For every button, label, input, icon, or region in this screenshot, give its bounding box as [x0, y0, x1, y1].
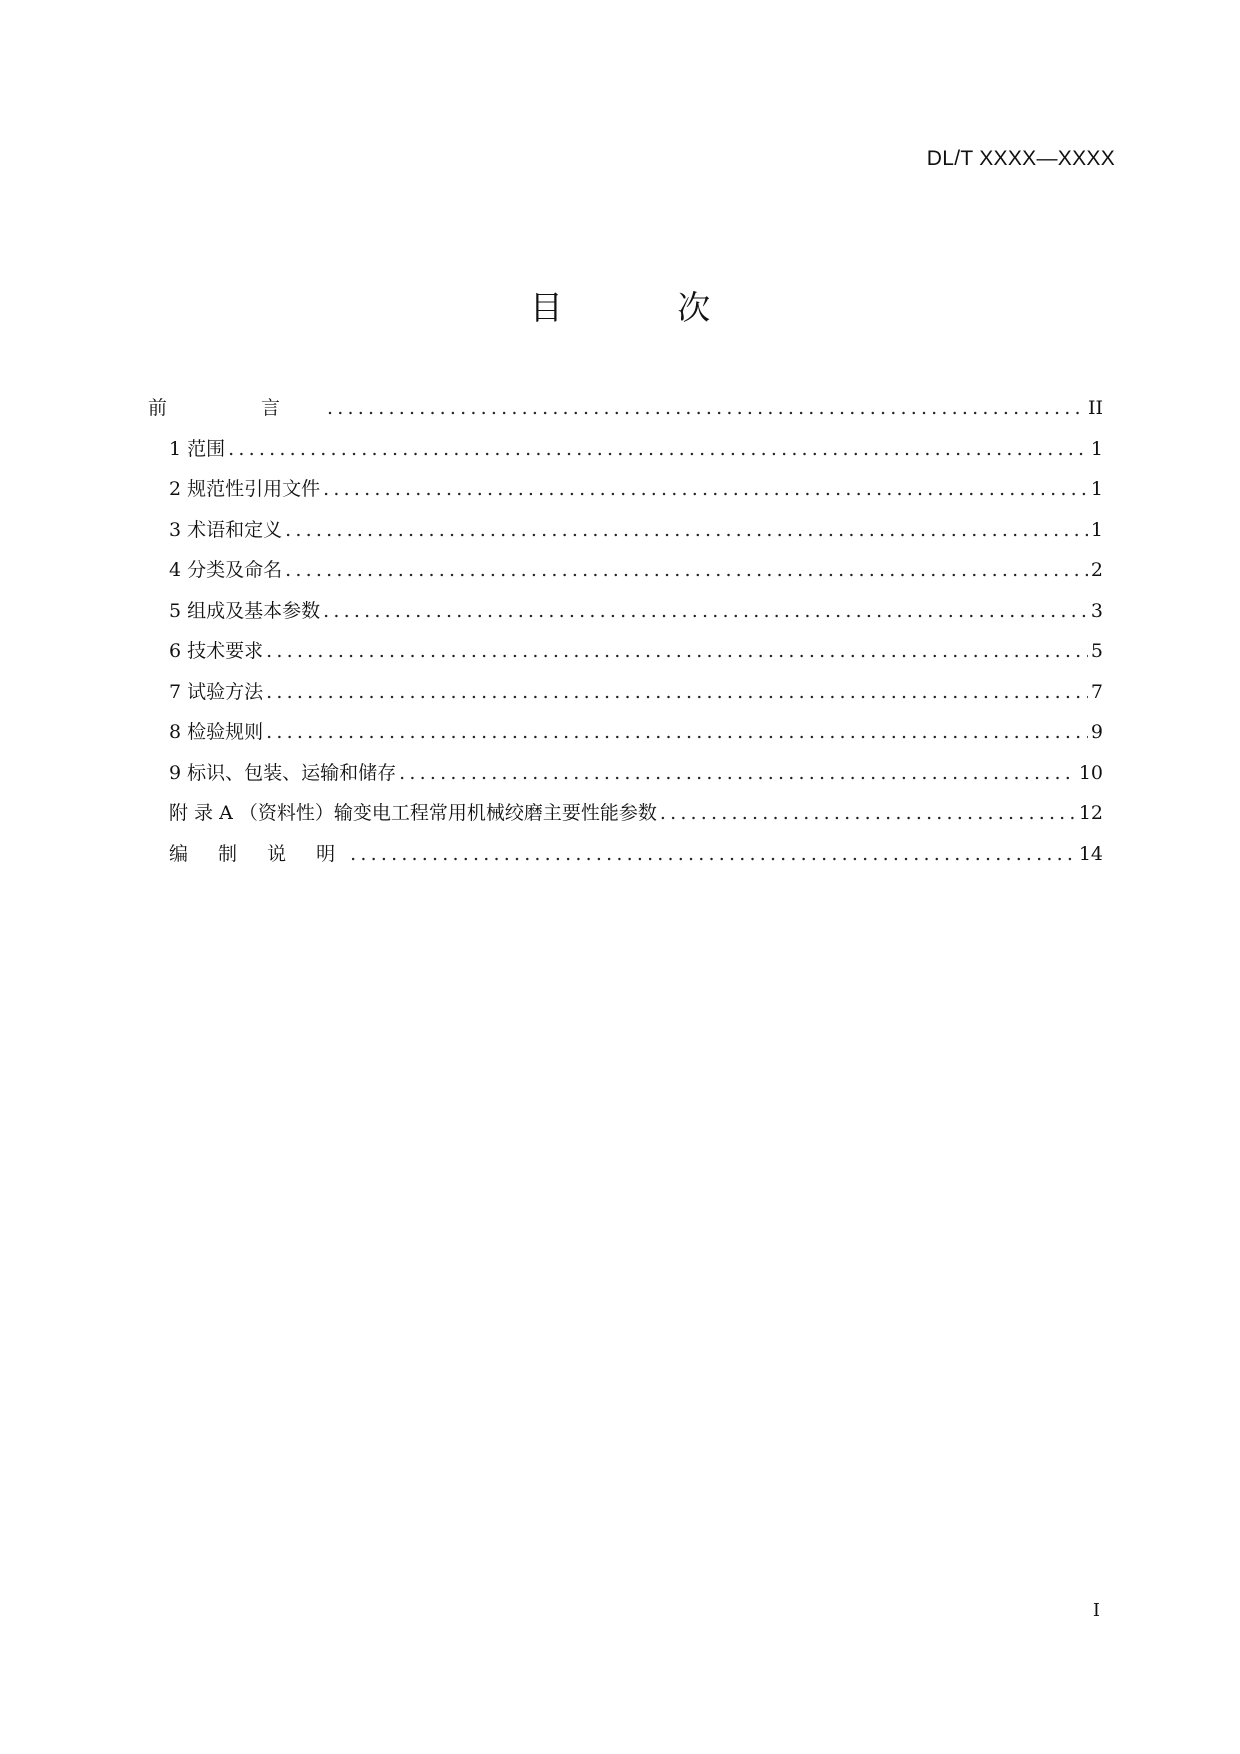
toc-entry-label: 4 分类及命名: [169, 559, 283, 581]
toc-entry-scope[interactable]: [148, 437, 1103, 478]
toc-entry-page: 9: [1090, 721, 1103, 743]
toc-leader-dots: [660, 801, 1076, 825]
toc-entry-composition-parameters[interactable]: [148, 599, 1103, 640]
toc-title: 目 次: [529, 288, 763, 327]
toc-entry-classification[interactable]: [148, 558, 1103, 599]
toc-entry-page: 5: [1090, 640, 1103, 662]
toc-entry-page: 1: [1090, 478, 1103, 500]
toc-entry-inspection-rules[interactable]: [148, 720, 1103, 761]
toc-leader-dots: [266, 680, 1088, 704]
toc-entry-marking-packaging[interactable]: [148, 761, 1103, 802]
toc-entry-test-methods[interactable]: [148, 680, 1103, 721]
toc-entry-label: 1 范围: [169, 437, 226, 460]
toc-entry-label: 3 术语和定义: [169, 518, 283, 541]
toc-entry-label: 编 制 说 明: [169, 842, 348, 865]
toc-entry-label: 2 规范性引用文件: [169, 478, 321, 500]
toc-entry-technical-requirements[interactable]: [148, 639, 1103, 680]
toc-entry-label: 附 录 A （资料性）输变电工程常用机械绞磨主要性能参数: [169, 802, 657, 824]
toc-entry-terms-definitions[interactable]: [148, 518, 1103, 559]
toc-entry-label: 5 组成及基本参数: [169, 599, 321, 622]
toc-entry-page: 7: [1090, 680, 1103, 703]
toc-entry-page: 14: [1078, 842, 1103, 865]
toc-leader-dots: [327, 396, 1085, 420]
toc-entry-appendix-a[interactable]: [148, 801, 1103, 842]
toc-entry-page: 10: [1078, 761, 1103, 784]
toc-leader-dots: [266, 720, 1088, 744]
toc-entry-label: 8 检验规则: [169, 721, 264, 743]
toc-entry-page: 3: [1090, 599, 1103, 622]
toc-leader-dots: [285, 518, 1088, 542]
toc-leader-dots: [285, 558, 1088, 582]
toc-leader-dots: [266, 639, 1088, 663]
toc-entry-compilation-notes[interactable]: [148, 842, 1103, 883]
toc-entry-label: 7 试验方法: [169, 680, 264, 703]
toc-entry-page: 1: [1090, 437, 1103, 460]
toc-entry-label: 6 技术要求: [169, 640, 264, 662]
toc-entry-page: 2: [1090, 559, 1103, 581]
toc-leader-dots: [228, 437, 1088, 461]
toc-entry-page: II: [1087, 397, 1103, 419]
toc-leader-dots: [350, 842, 1076, 866]
toc-leader-dots: [323, 599, 1088, 623]
toc-entry-foreword[interactable]: [148, 396, 1103, 437]
table-of-contents: [148, 396, 1103, 882]
toc-entry-label: 9 标识、包装、运输和储存: [169, 761, 397, 784]
toc-entry-normative-references[interactable]: [148, 477, 1103, 518]
document-code: DL/T XXXX—XXXX: [926, 147, 1115, 170]
toc-leader-dots: [399, 761, 1076, 785]
toc-entry-label: 前 言: [148, 397, 325, 419]
toc-leader-dots: [323, 477, 1088, 501]
page-number: I: [1092, 1600, 1100, 1621]
toc-entry-page: 1: [1090, 518, 1103, 541]
toc-entry-page: 12: [1078, 802, 1103, 824]
